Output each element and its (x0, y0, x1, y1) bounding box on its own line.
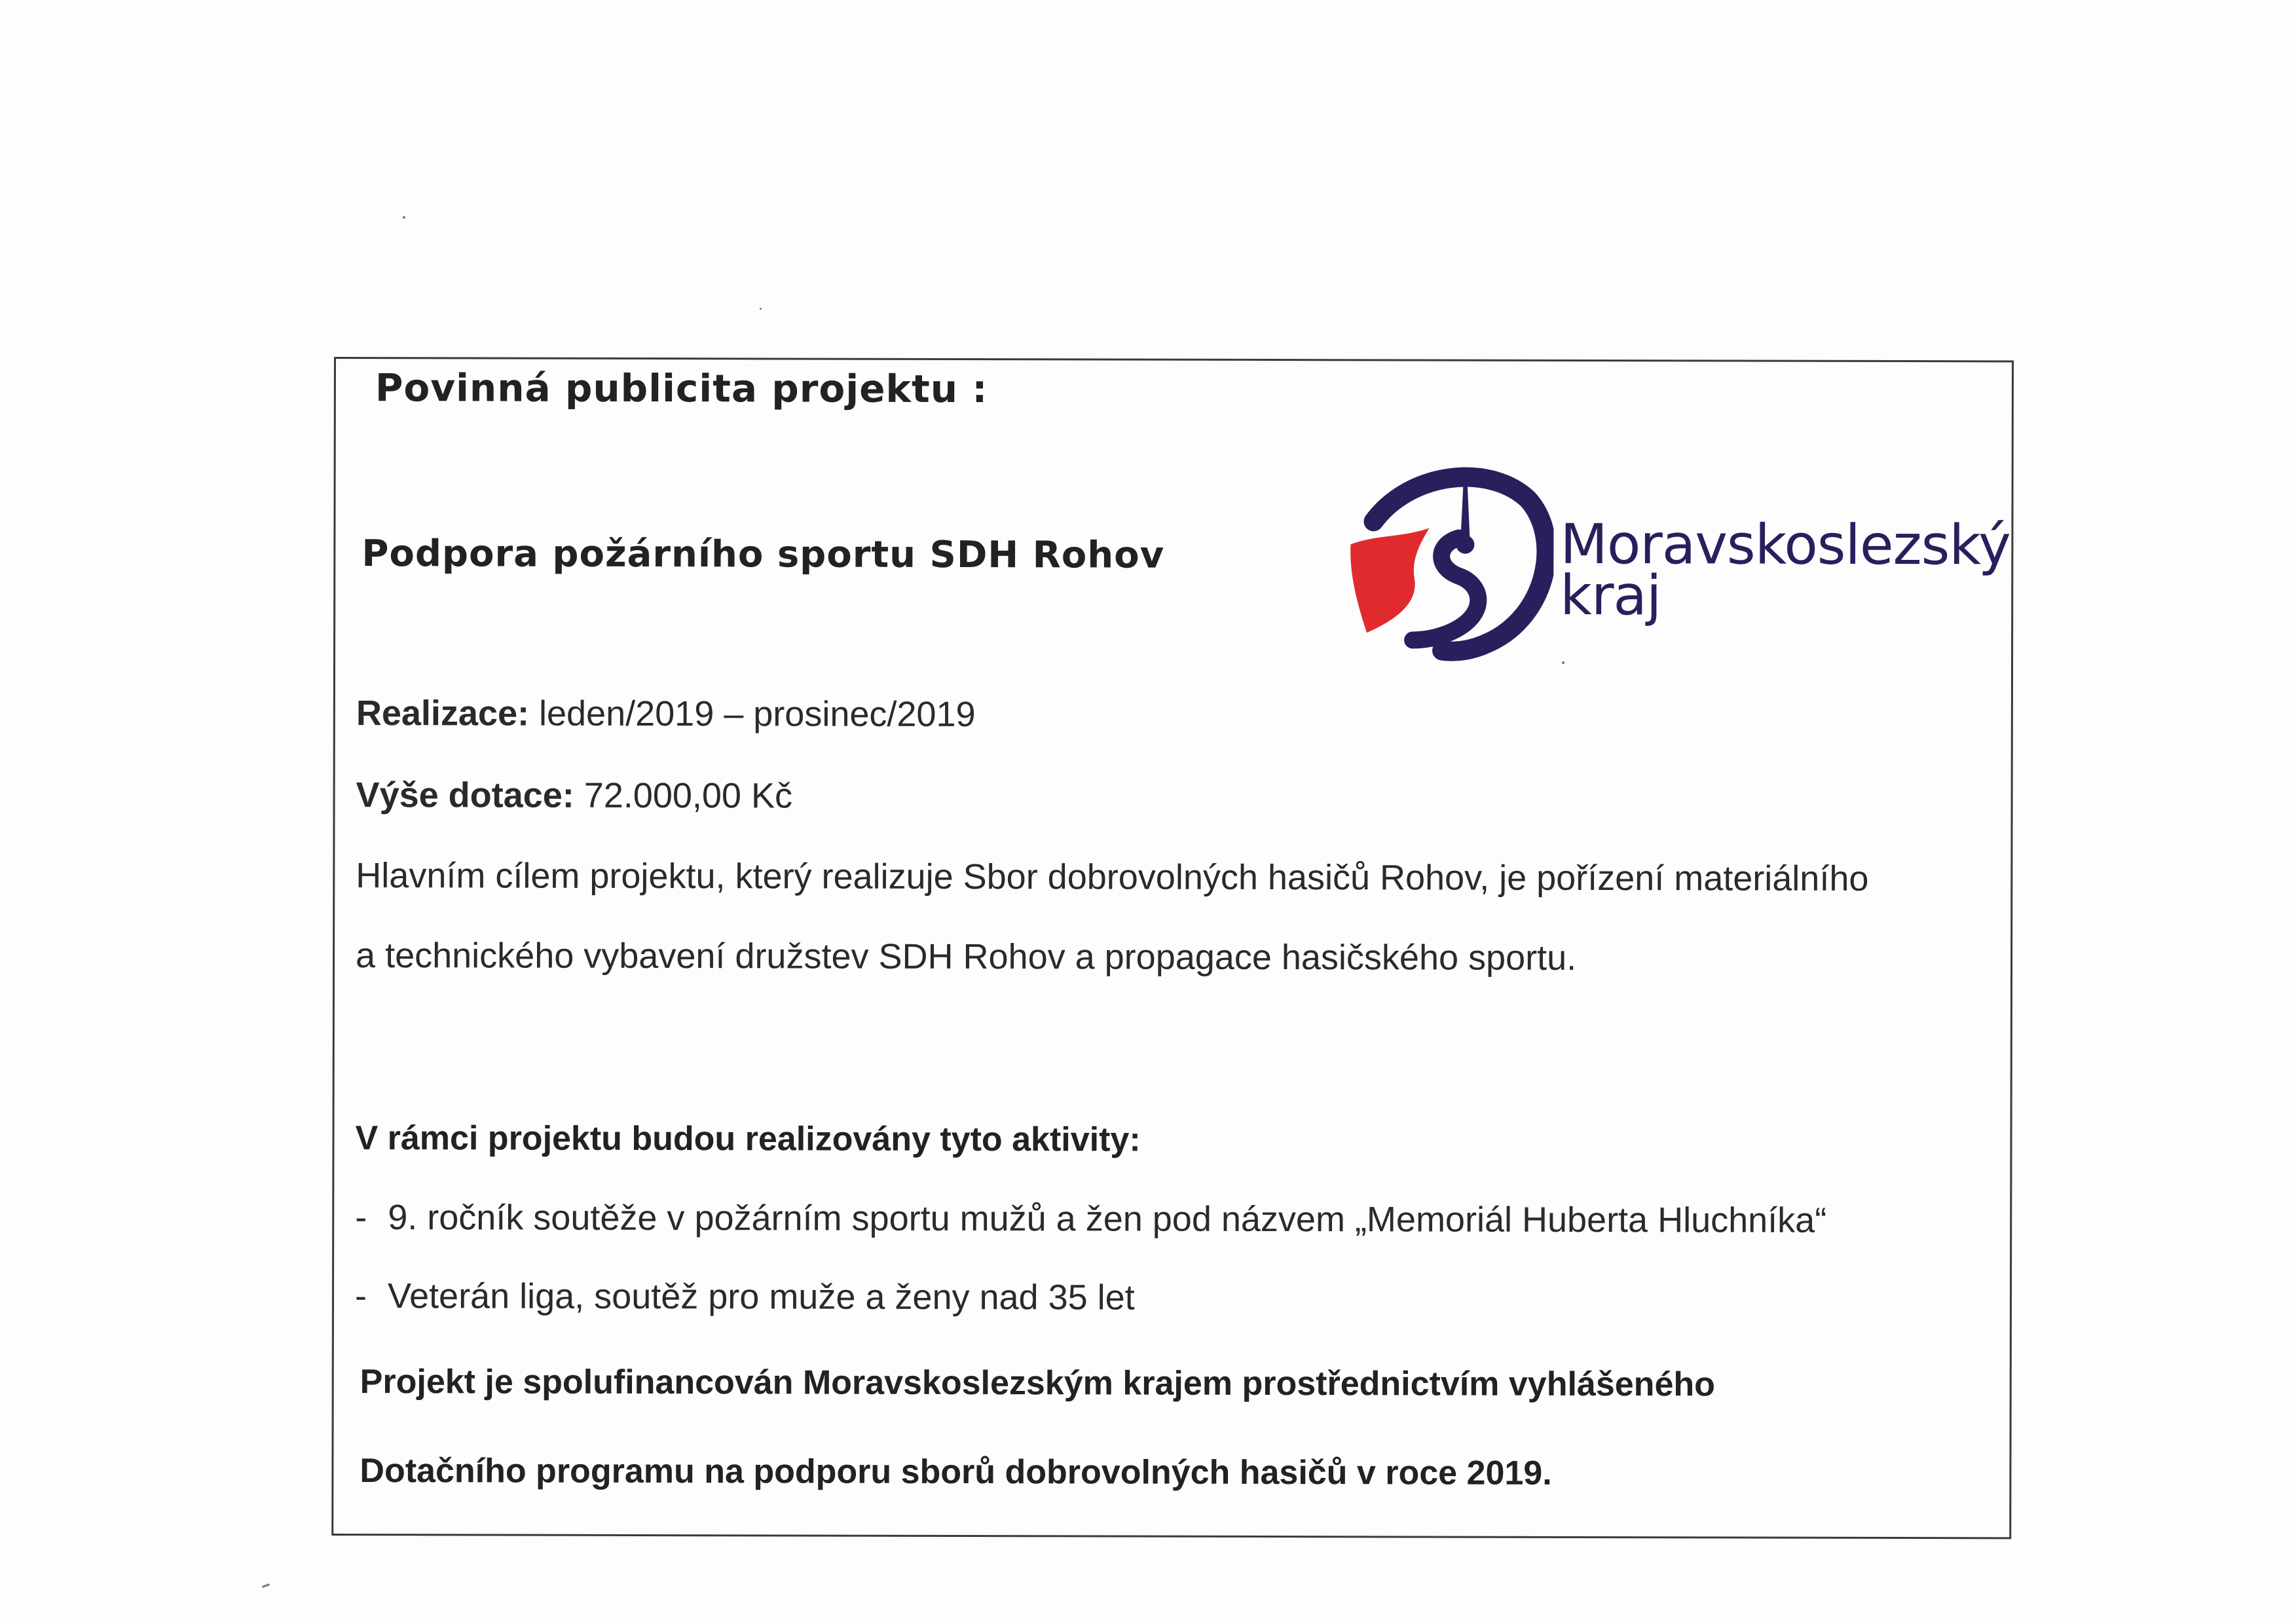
goal-line-1: Hlavním cílem projektu, který realizuje Sbor dobrovolných hasičů Rohov, je pořízení materiálního (356, 856, 1869, 898)
goal-line-2: a technického vybavení družstev SDH Rohov a propagace hasičského sportu. (356, 936, 1577, 978)
scan-speck (1562, 661, 1565, 664)
activity-item (355, 1276, 1135, 1318)
realization-label: Realizace: (356, 693, 530, 733)
region-logo-emblem-icon (1337, 446, 1554, 663)
grant-value: 72.000,00 Kč (574, 775, 793, 816)
scan-speck (403, 216, 405, 219)
activity-text: 9. ročník soutěže v požárním sportu mužů a žen pod názvem „Memoriál Huberta Hluchníka“ (388, 1198, 1827, 1240)
bullet-dash: - (354, 1276, 367, 1316)
publicity-box (331, 357, 2014, 1539)
activities-heading: V rámci projektu budou realizovány tyto aktivity: (355, 1119, 1141, 1159)
funding-line-2: Dotačního programu na podporu sborů dobrovolných hasičů v roce 2019. (360, 1452, 1552, 1492)
project-name: Podpora požárního sportu SDH Rohov (361, 532, 1165, 577)
activity-item (355, 1197, 1826, 1241)
scan-speck (760, 308, 762, 310)
region-logo-text (1560, 511, 2010, 628)
realization-line (356, 693, 976, 735)
funding-line-1: Projekt je spolufinancován Moravskoslezským krajem prostřednictvím vyhlášeného (360, 1363, 1715, 1404)
grant-label: Výše dotace: (356, 775, 574, 815)
grant-line (356, 775, 793, 816)
document-title: Povinná publicita projektu : (375, 365, 988, 412)
realization-value: leden/2019 – prosinec/2019 (528, 693, 976, 735)
activity-text: Veterán liga, soutěž pro muže a ženy nad 35 let (387, 1276, 1135, 1318)
logo-line-2: kraj (1560, 563, 1661, 628)
logo-line-1: Moravskoslezský (1560, 511, 2010, 578)
bullet-dash: - (355, 1198, 367, 1238)
region-logo (1337, 446, 2010, 663)
scan-speck (262, 1583, 270, 1588)
